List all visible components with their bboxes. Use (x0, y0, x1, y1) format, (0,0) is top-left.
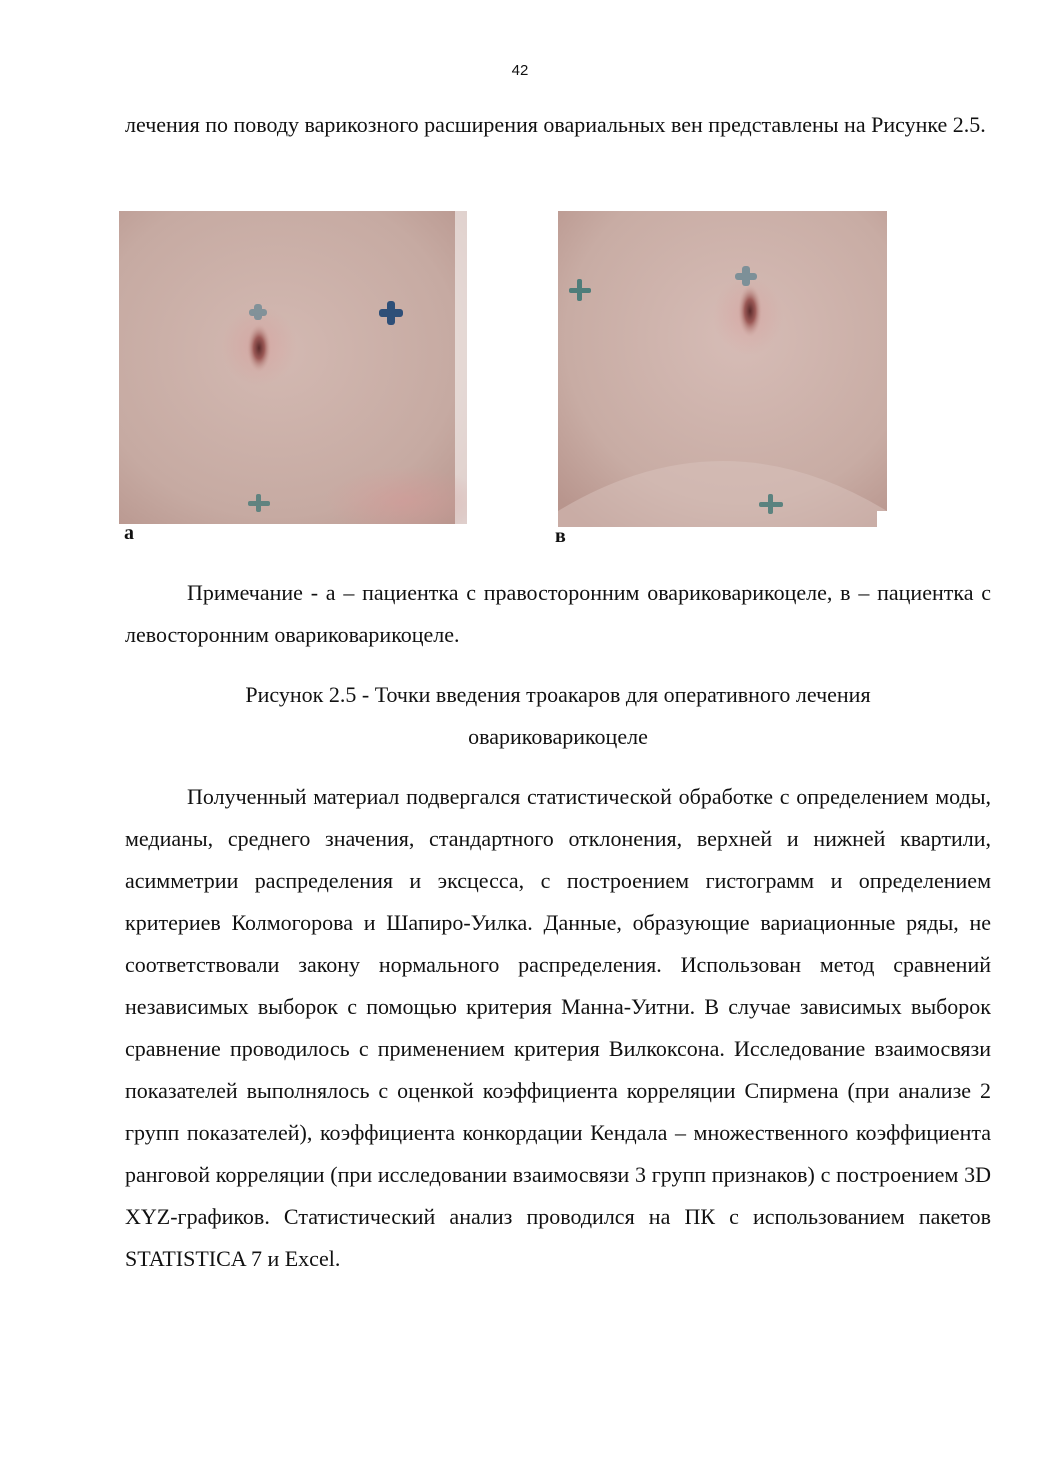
intro-paragraph: лечения по поводу варикозного расширения овариальных вен представлены на Рисунке 2.5. (125, 112, 986, 137)
body-paragraph: Полученный материал подвергался статистической обработке с определением моды, медианы, среднего значения, стандартного отклонения, верхней и нижней квартили, асимметрии распределения и эксцесса, с построением гистограмм и определением критериев Колмогорова и Шапиро-Уилка. Данные, образующие вариационные ряды, не соответствовали закону нормального распределения. Использован метод сравнений независимых выборок с помощью критерия Манна-Уитни. В случае зависимых выборок сравнение проводилось с применением критерия Вилкоксона. Исследование взаимосвязи показателей выполнялось с оценкой коэффициента корреляции Спирмена (при анализе 2 групп показателей), коэффициента конкордации Кендала – множественного коэффициента ранговой корреляции (при исследовании взаимосвязи 3 групп признаков) с построением 3D XYZ-графиков. Статистический анализ проводился на ПК с использованием пакетов STATISTICA 7 и Excel. (125, 784, 991, 1271)
photo-panel-a (119, 211, 467, 524)
abdomen-photo-a (119, 211, 467, 524)
figure-caption: Рисунок 2.5 - Точки введения троакаров для оперативного лечения овариковарикоцеле (245, 682, 871, 749)
panel-a-label: а (124, 522, 134, 544)
figure-note: Примечание - а – пациентка с правосторонним овариковарикоцеле, в – пациентка с левосторонним овариковарикоцеле. (125, 580, 991, 647)
photo-panel-b (558, 211, 887, 527)
panel-b-label: в (555, 525, 566, 547)
page-number: 42 (511, 62, 529, 79)
abdomen-photo-b (558, 211, 887, 527)
